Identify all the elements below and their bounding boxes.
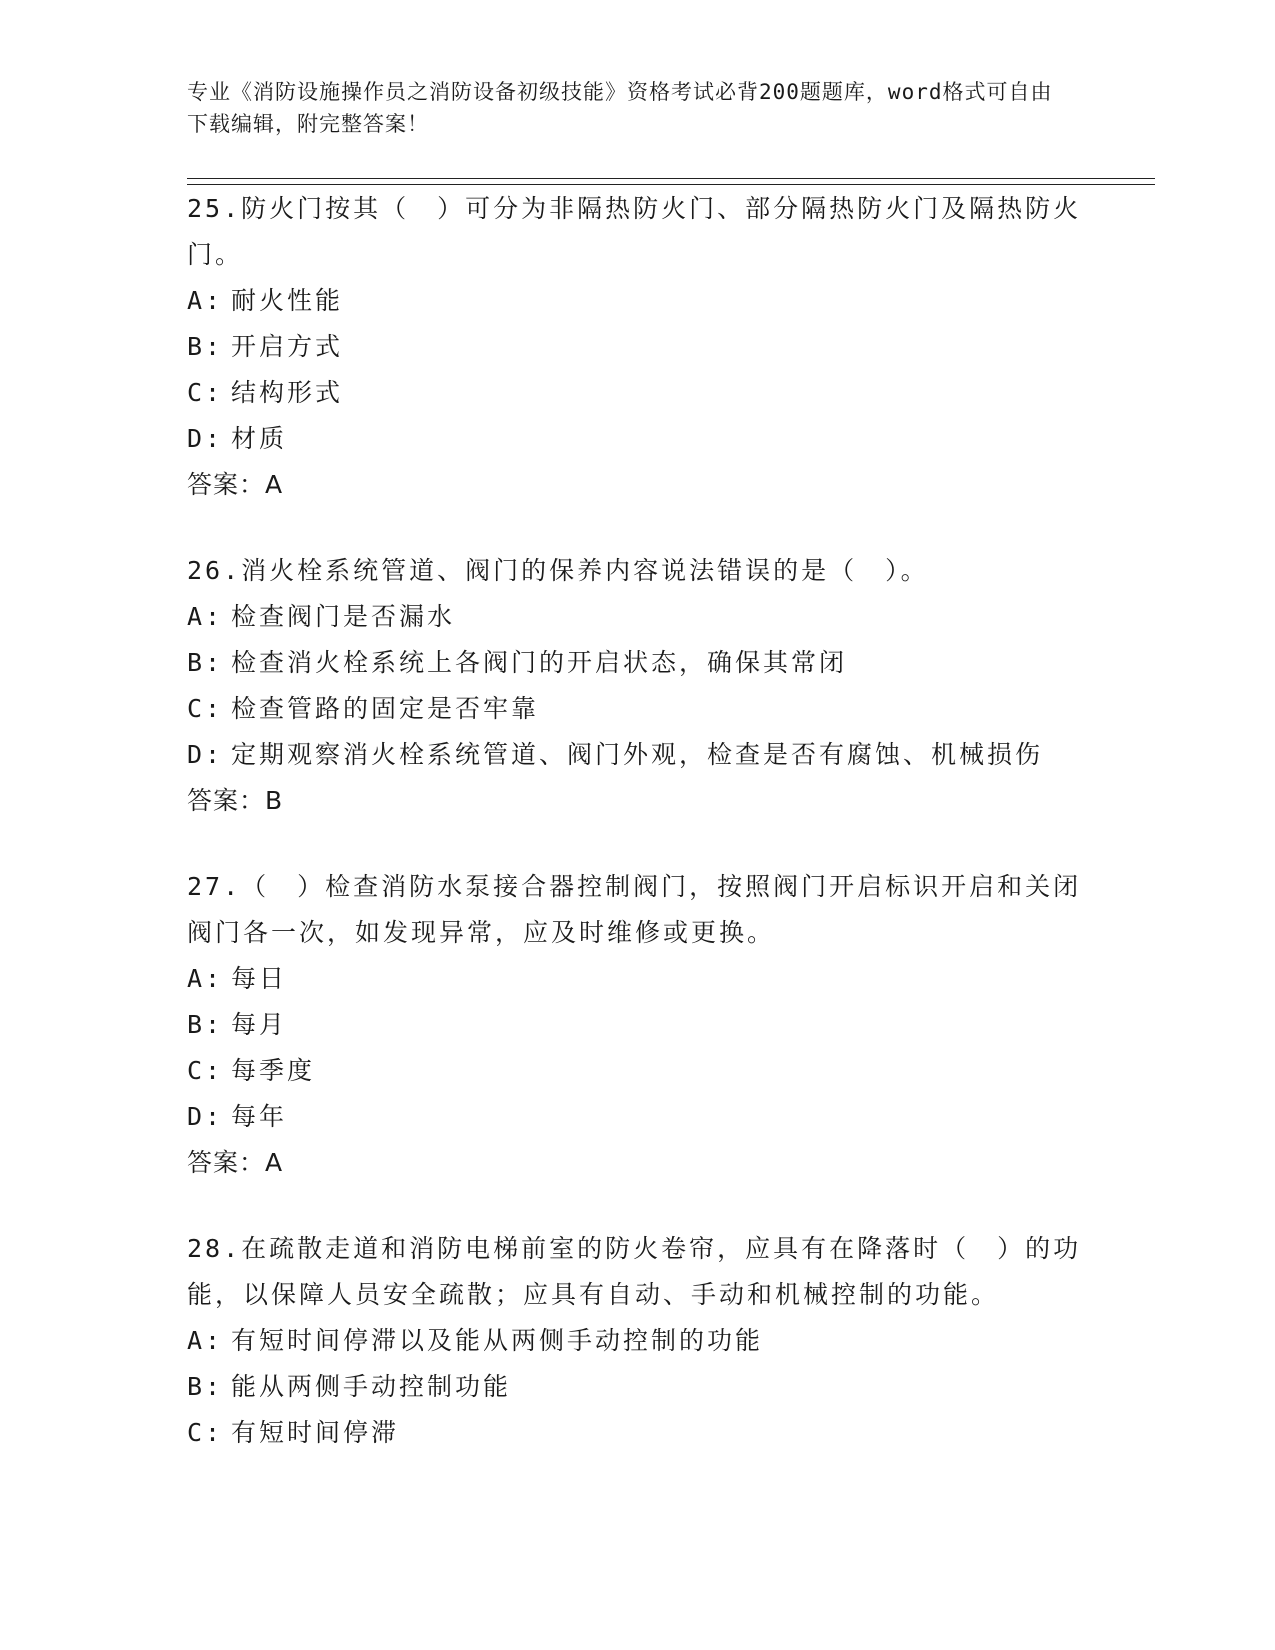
option-b [187, 324, 1087, 370]
option-key: A: [187, 964, 224, 993]
option-text: 每日 [231, 964, 288, 993]
option-d [187, 732, 1087, 778]
option-b [187, 1002, 1087, 1048]
option-key: A: [187, 1326, 224, 1355]
question-26 [187, 548, 1087, 824]
option-text: 能从两侧手动控制功能 [231, 1372, 512, 1401]
option-key: C: [187, 1418, 224, 1447]
option-key: D: [187, 740, 224, 769]
option-text: 开启方式 [231, 332, 344, 361]
option-text: 定期观察消火栓系统管道、阀门外观，检查是否有腐蚀、机械损伤 [231, 740, 1044, 769]
option-text: 检查消火栓系统上各阀门的开启状态，确保其常闭 [231, 648, 848, 677]
option-text: 结构形式 [231, 378, 344, 407]
option-a [187, 1318, 1087, 1364]
option-c [187, 1410, 1087, 1456]
option-key: D: [187, 1102, 224, 1131]
question-28 [187, 1226, 1087, 1456]
option-d [187, 1094, 1087, 1140]
question-stem: 26.消火栓系统管道、阀门的保养内容说法错误的是（ ）。 [187, 556, 929, 585]
option-key: B: [187, 1372, 224, 1401]
answer: 答案：A [187, 470, 284, 499]
option-key: C: [187, 1056, 224, 1085]
question-stem: 28.在疏散走道和消防电梯前室的防火卷帘，应具有在降落时（ ）的功能，以保障人员安全疏散；应具有自动、手动和机械控制的功能。 [187, 1234, 1082, 1309]
option-text: 每月 [231, 1010, 288, 1039]
option-key: A: [187, 286, 224, 315]
option-c [187, 686, 1087, 732]
option-text: 耐火性能 [231, 286, 344, 315]
option-text: 每季度 [231, 1056, 316, 1085]
header-divider-top [187, 178, 1155, 179]
option-a [187, 594, 1087, 640]
option-text: 有短时间停滞 [231, 1418, 400, 1447]
option-d [187, 416, 1087, 462]
header-divider-bottom [187, 184, 1155, 185]
option-text: 有短时间停滞以及能从两侧手动控制的功能 [231, 1326, 764, 1355]
option-c [187, 1048, 1087, 1094]
option-key: B: [187, 332, 224, 361]
option-a [187, 956, 1087, 1002]
option-text: 检查管路的固定是否牢靠 [231, 694, 540, 723]
option-key: D: [187, 424, 224, 453]
option-key: B: [187, 648, 224, 677]
question-25 [187, 186, 1087, 508]
option-a [187, 278, 1087, 324]
answer: 答案：A [187, 1148, 284, 1177]
option-key: C: [187, 378, 224, 407]
option-c [187, 370, 1087, 416]
option-text: 检查阀门是否漏水 [231, 602, 456, 631]
option-text: 材质 [231, 424, 288, 453]
question-27 [187, 864, 1087, 1186]
answer: 答案：B [187, 786, 284, 815]
option-text: 每年 [231, 1102, 288, 1131]
option-key: B: [187, 1010, 224, 1039]
question-stem: 25.防火门按其（ ）可分为非隔热防火门、部分隔热防火门及隔热防火门。 [187, 194, 1082, 269]
document-header: 专业《消防设施操作员之消防设备初级技能》资格考试必背200题题库，word格式可自由下载编辑，附完整答案！ [187, 80, 1053, 136]
option-key: A: [187, 602, 224, 631]
option-key: C: [187, 694, 224, 723]
option-b [187, 1364, 1087, 1410]
option-b [187, 640, 1087, 686]
question-stem: 27.（ ）检查消防水泵接合器控制阀门，按照阀门开启标识开启和关闭阀门各一次，如发现异常，应及时维修或更换。 [187, 872, 1082, 947]
